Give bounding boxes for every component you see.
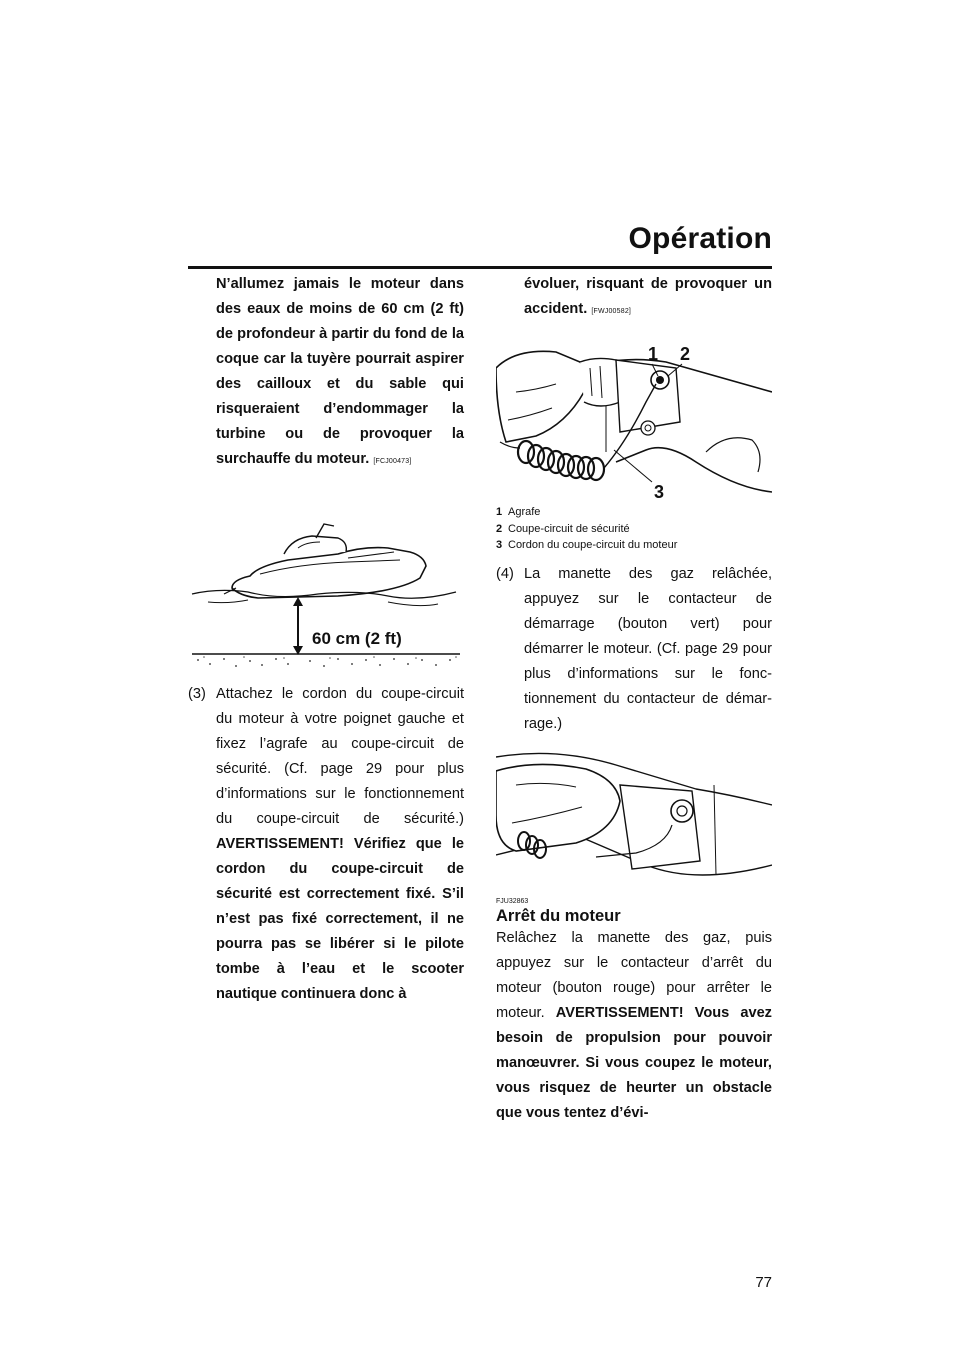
step-4-text: La manette des gaz relâchée, appuyez sur le contacteur de démarrage (bouton vert) pour démarrer le moteur. (Cf. page 29 pour plus d’informations sur le fonctionnement du contacteur de démarrage.) <box>524 565 772 732</box>
caption-item: 2 Coupe-circuit de sécurité <box>496 522 630 535</box>
section-title: Arrêt du moteur <box>496 906 621 925</box>
caption-item: 1 Agrafe <box>496 506 541 518</box>
warning-continued <box>496 272 772 324</box>
warning-code: [FWJ00582] <box>591 308 632 315</box>
step-3-text: Attachez le cordon du coupe-circuit du moteur à votre poignet gauche et fixez l’agrafe au coupe-circuit de sécurité. (Cf. page 29 pour plus d’informations sur le fonctionnement du coupe-circuit de sécurité.) <box>216 686 464 827</box>
page-number: 77 <box>755 1274 772 1291</box>
caution-code: [FCJ00473] <box>373 458 412 465</box>
caution-text: N’allumez jamais le moteur dans des eaux de moins de 60 cm (2 ft) de profondeur à partir du fond de la coque car la tuyère pourrait aspirer des cailloux et du sable qui risqueraient d’endommager la turbine ou de provoquer la surchauffe du moteur. <box>216 276 464 467</box>
lanyard-clip-figure <box>496 332 772 502</box>
header-rule <box>188 266 772 269</box>
step-3-number: (3) <box>188 686 206 702</box>
figure-captions <box>496 504 772 554</box>
section-body <box>496 926 772 1126</box>
step-3-warning: AVERTISSEMENT! Vérifiez que le cordon du coupe-circuit de sécurité est correctement fixé. S’il n’est pas fixé correctement, il ne pourra pas se libérer si le pilote tombe à l’eau et le scooter nautique continuera donc à <box>216 836 464 1002</box>
section-code: FJU32863 <box>496 897 529 905</box>
warning-continued-text: évoluer, risquant de provoquer un accident. <box>524 276 772 317</box>
step-4 <box>496 562 772 737</box>
right-column <box>496 272 772 1126</box>
left-column <box>188 272 464 1007</box>
callout-1: 1 <box>648 344 659 364</box>
caution-notice <box>188 272 464 474</box>
callout-3: 3 <box>654 482 665 502</box>
jet-ski-depth-figure <box>188 508 464 668</box>
start-button-figure <box>496 745 772 893</box>
caption-item: 3 Cordon du coupe-circuit du moteur <box>496 539 678 551</box>
section-body-text: Relâchez la manette des gaz, puis appuyez sur le contacteur d’arrêt du moteur (bouton rouge) pour arrêter le moteur. <box>496 929 772 1021</box>
callout-2: 2 <box>680 344 691 364</box>
depth-label: 60 cm (2 ft) <box>312 629 402 648</box>
step-4-number: (4) <box>496 565 514 582</box>
section-warning: AVERTISSEMENT! Vous avez besoin de propulsion pour pouvoir manœuvrer. Si vous coupez le moteur, vous risquez de heurter un obstacle que vous tentez d’évi- <box>496 1004 772 1121</box>
step-3 <box>188 682 464 1007</box>
page-title: Opération <box>628 222 772 255</box>
